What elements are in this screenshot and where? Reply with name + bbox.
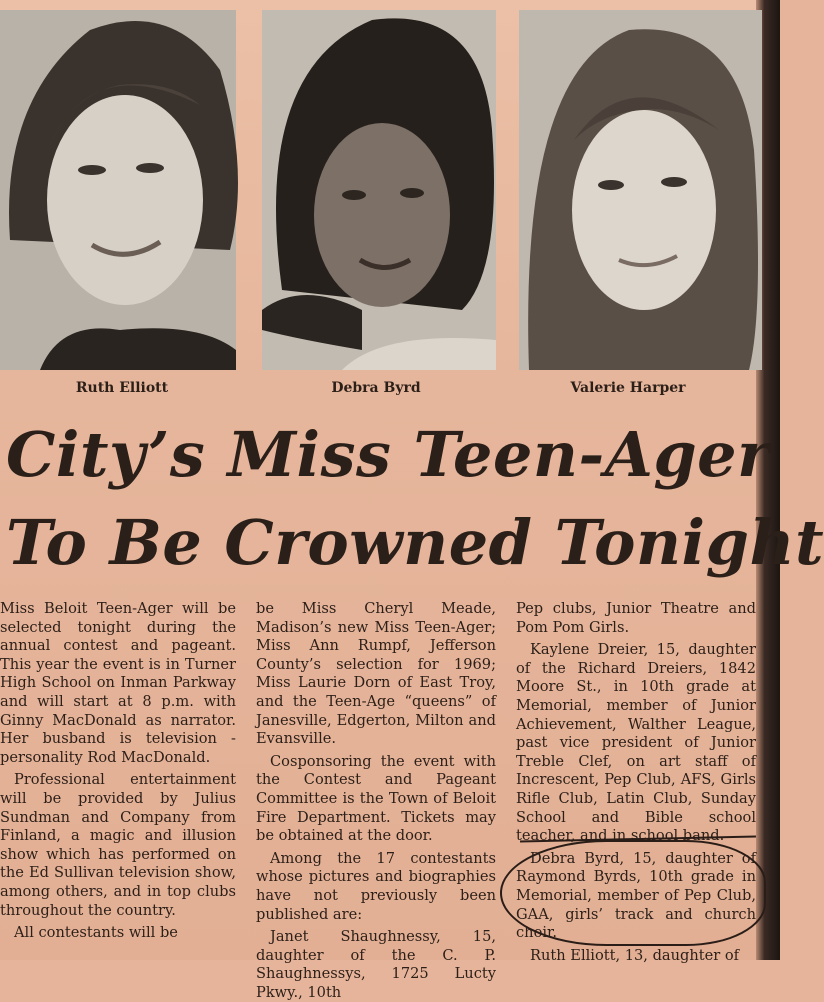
article-paragraph: Among the 17 contestants whose pictures and biographies have not previously been published are: bbox=[256, 849, 496, 923]
article-paragraph: be Miss Cheryl Meade, Madison’s new Miss Teen-Ager; Miss Ann Rumpf, Jefferson County’s selection for 1969; Miss Laurie Dorn of East Troy, and the Teen-Age “queens” of Janesville, Edgerton, Milton and Evansville. bbox=[256, 600, 496, 748]
headline-line-2: To Be Crowned Tonight bbox=[6, 506, 824, 579]
article-paragraph: Pep clubs, Junior Theatre and Pom Pom Girls. bbox=[516, 600, 756, 636]
article-paragraph: Professional entertainment will be provided by Julius Sundman and Company from Finland, a magic and illusion show which has performed on the Ed Sullivan television show, among others, and in top clubs throughout the country. bbox=[0, 771, 236, 919]
article-paragraph: Debra Byrd, 15, daughter of Raymond Byrds, 10th grade in Memorial, member of Pep Club, GAA, girls’ track and church choir. bbox=[516, 849, 756, 942]
headline-line-1: City’s Miss Teen-Ager bbox=[6, 418, 771, 491]
article-paragraph: All contestants will be bbox=[14, 924, 178, 942]
photo-caption: Ruth Elliott bbox=[75, 380, 169, 396]
article-column-3 bbox=[516, 600, 756, 964]
article-paragraph: Kaylene Dreier, 15, daughter of the Richard Dreiers, 1842 Moore St., in 10th grade at Memorial, member of Junior Achievement, Walther League, past vice president of Junior Treble Clef, on art staff of Increscent, Pep Club, AFS, Girls Rifle Club, Latin Club, Sunday School and Bible school teacher, and in school band. bbox=[516, 641, 756, 845]
article-paragraph: Janet Shaughnessy, 15, daughter of the C. P. Shaughnessys, 1725 Lucty Pkwy., 10th bbox=[256, 928, 496, 1001]
photo-debra-byrd bbox=[262, 10, 496, 370]
article-paragraph: Cosponsoring the event with the Contest and Pageant Committee is the Town of Beloit Fire Department. Tickets may be obtained at the door. bbox=[256, 752, 496, 845]
article-column-1 bbox=[0, 600, 236, 960]
article-paragraph: Ruth Elliott, 13, daughter of bbox=[530, 946, 740, 964]
photo-caption: Debra Byrd bbox=[331, 380, 421, 396]
photo-ruth-elliott bbox=[0, 10, 236, 370]
photo-caption: Valerie Harper bbox=[570, 380, 686, 396]
article-column-2 bbox=[256, 600, 496, 1001]
photo-valerie-harper bbox=[519, 10, 762, 370]
article-paragraph: Miss Beloit Teen-Ager will be selected tonight during the annual contest and pageant. This year the event is in Turner High School on Inman Parkway and will start at 8 p.m. with Ginny MacDonald as narrator. Her busband is television - personality Rod MacDonald. bbox=[0, 600, 236, 766]
